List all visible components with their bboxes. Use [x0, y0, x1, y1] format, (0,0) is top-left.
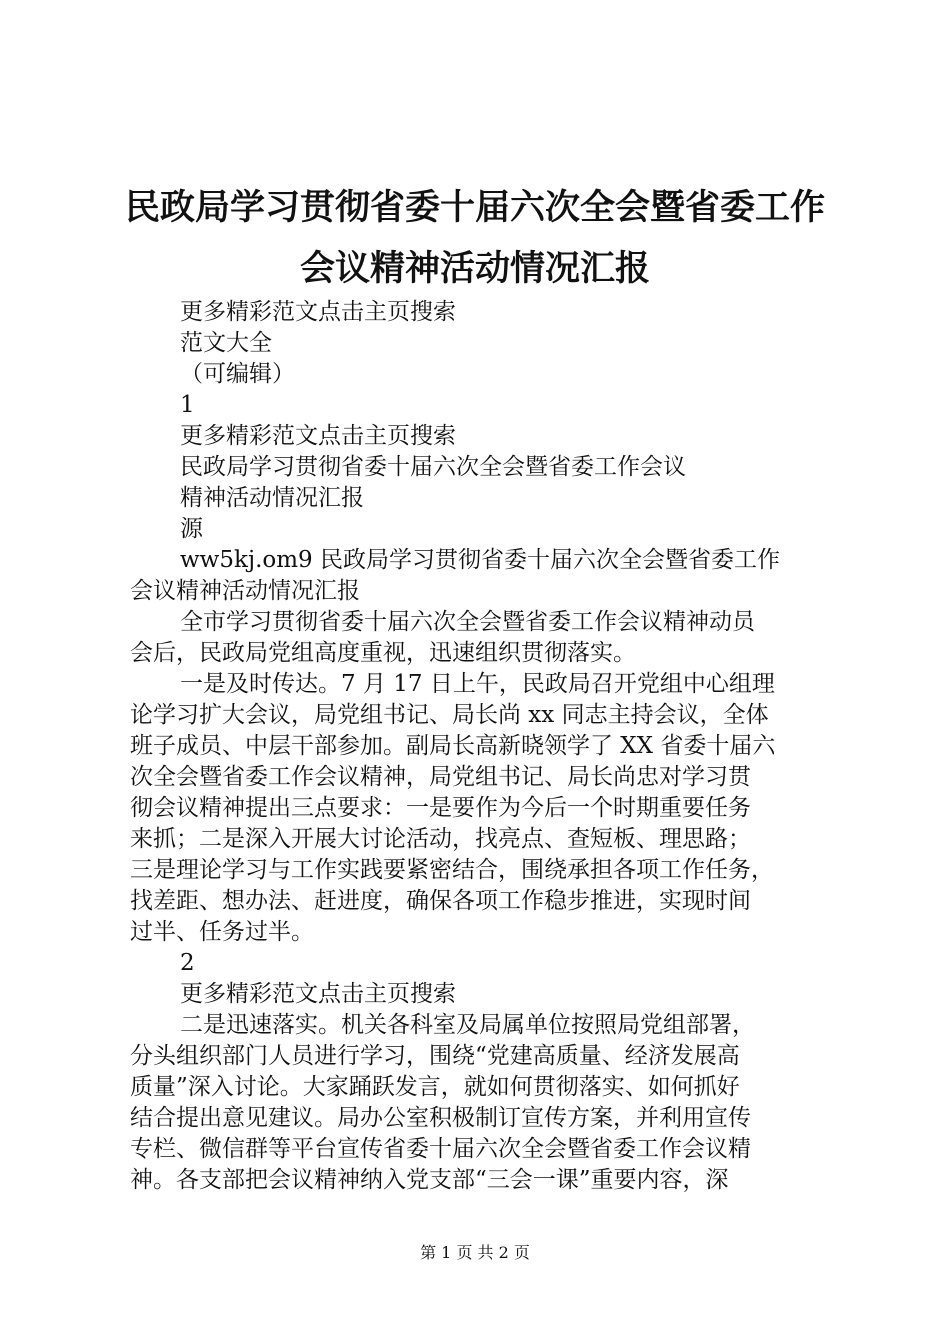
body-line: 分头组织部门人员进行学习，围绕“党建高质量、经济发展高: [130, 1043, 740, 1069]
body-line: 论学习扩大会议，局党组书记、局长尚 xx 同志主持会议，全体: [130, 702, 769, 728]
page-footer: 第 1 页 共 2 页: [420, 1243, 530, 1262]
document-title-line-1: 民政局学习贯彻省委十届六次全会暨省委工作: [124, 188, 825, 228]
body-line: 次全会暨省委工作会议精神，局党组书记、局长尚忠对学习贯: [130, 764, 751, 790]
body-line: 专栏、微信群等平台宣传省委十届六次全会暨省委工作会议精: [130, 1136, 751, 1162]
body-line: 1: [180, 392, 195, 418]
body-line: 找差距、想办法、赶进度，确保各项工作稳步推进，实现时间: [130, 888, 751, 914]
body-line: 彻会议精神提出三点要求：一是要作为今后一个时期重要任务: [130, 795, 751, 821]
body-line: 结合提出意见建议。局办公室积极制订宣传方案，并利用宣传: [130, 1105, 751, 1131]
body-line: 更多精彩范文点击主页搜索: [180, 299, 456, 325]
body-line: 2: [180, 950, 195, 976]
document-body: [130, 297, 830, 1196]
body-line: 神。各支部把会议精神纳入党支部“三会一课”重要内容，深: [130, 1167, 729, 1193]
body-line: 会后，民政局党组高度重视，迅速组织贯彻落实。: [130, 640, 636, 666]
body-line: 过半、任务过半。: [130, 919, 314, 945]
body-line: 民政局学习贯彻省委十届六次全会暨省委工作会议: [180, 454, 686, 480]
body-line: 来抓；二是深入开展大讨论活动，找亮点、查短板、理思路；: [130, 826, 751, 852]
body-line: 源: [180, 516, 203, 542]
body-line: 全市学习贯彻省委十届六次全会暨省委工作会议精神动员: [180, 609, 755, 635]
body-line: 精神活动情况汇报: [180, 485, 364, 511]
body-line: 更多精彩范文点击主页搜索: [180, 981, 456, 1007]
body-line: ww5kj.om9 民政局学习贯彻省委十届六次全会暨省委工作: [180, 547, 780, 573]
body-line: 一是及时传达。7 月 17 日上午，民政局召开党组中心组理: [180, 671, 775, 697]
body-line: 会议精神活动情况汇报: [130, 578, 360, 604]
body-line: 更多精彩范文点击主页搜索: [180, 423, 456, 449]
body-line: 二是迅速落实。机关各科室及局属单位按照局党组部署，: [180, 1012, 755, 1038]
body-line: 三是理论学习与工作实践要紧密结合，围绕承担各项工作任务，: [130, 857, 774, 883]
body-line: 质量”深入讨论。大家踊跃发言，就如何贯彻落实、如何抓好: [130, 1074, 740, 1100]
body-line: 范文大全: [180, 330, 272, 356]
document-title-line-2: 会议精神活动情况汇报: [299, 249, 650, 289]
body-line: （可编辑）: [180, 361, 295, 387]
body-line: 班子成员、中层干部参加。副局长高新晓领学了 XX 省委十届六: [130, 733, 776, 759]
